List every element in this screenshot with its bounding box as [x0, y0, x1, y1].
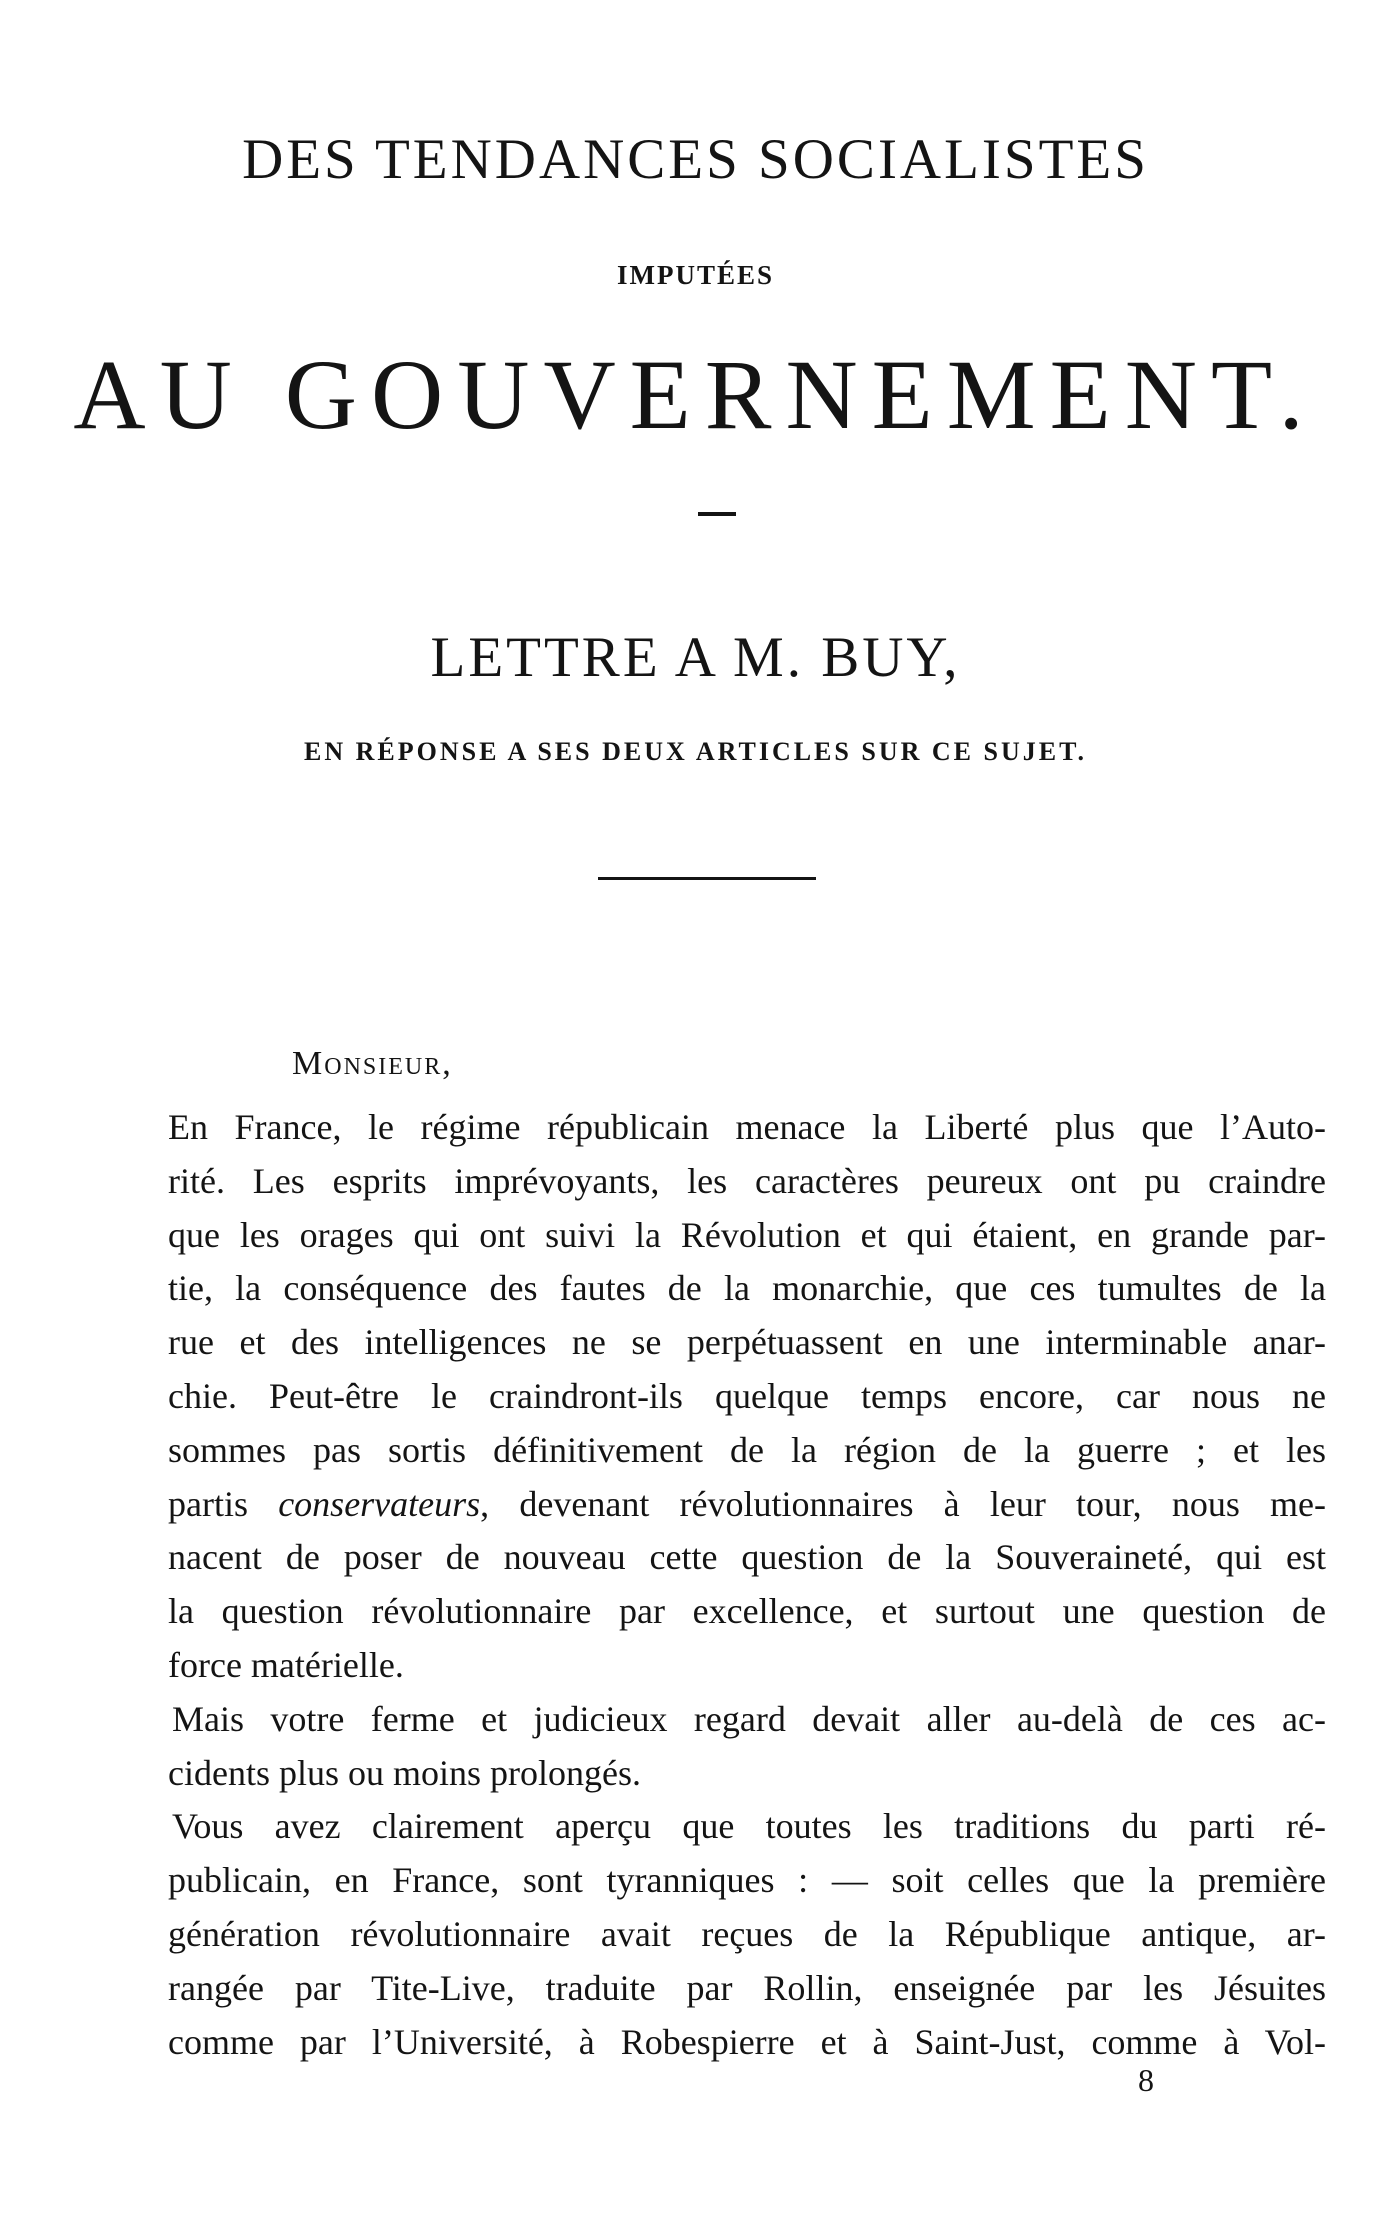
body-line: En France, le régime républicain menace la Liberté plus que l’Auto-: [168, 1107, 1326, 1147]
body-line: publicain, en France, sont tyranniques : — soit celles que la première: [168, 1860, 1326, 1901]
body-line: force matérielle.: [168, 1644, 404, 1685]
body-line: rue et des intelligences ne se perpétuassent en une interminable anar-: [168, 1322, 1326, 1363]
body-line: que les orages qui ont suivi la Révolution et qui étaient, en grande par-: [168, 1214, 1326, 1255]
body-line: tie, la conséquence des fautes de la monarchie, que ces tumultes de la: [168, 1268, 1326, 1309]
body-line: génération révolutionnaire avait reçues de la République antique, ar-: [168, 1913, 1326, 1954]
body-line: Mais votre ferme et judicieux regard devait aller au-delà de ces ac-: [172, 1698, 1326, 1739]
body-line: sommes pas sortis définitivement de la région de la guerre ; et les: [168, 1429, 1326, 1470]
body-line: comme par l’Université, à Robespierre et à Saint-Just, comme à Vol-: [168, 2021, 1326, 2062]
body-line: rangée par Tite-Live, traduite par Rollin, enseignée par les Jésuites: [168, 1967, 1326, 2008]
body-line-part: , devenant révolutionnaires à leur tour, nous me-: [480, 1483, 1327, 1524]
salutation: Monsieur,: [292, 1045, 453, 1082]
body-line: rité. Les esprits imprévoyants, les caractères peureux ont pu craindre: [168, 1160, 1326, 1201]
letter-subtitle: EN RÉPONSE A SES DEUX ARTICLES SUR CE SUJET.: [304, 737, 1087, 766]
section-rule: [598, 877, 816, 880]
body-text: [168, 1101, 1326, 2069]
body-line-part: partis: [168, 1483, 279, 1524]
body-line: chie. Peut-être le craindront-ils quelque temps encore, car nous ne: [168, 1375, 1326, 1416]
letter-title: LETTRE A M. BUY,: [430, 626, 961, 689]
title-line-1: DES TENDANCES SOCIALISTES: [242, 128, 1149, 191]
title-dash: [698, 512, 736, 516]
body-line: nacent de poser de nouveau cette question de la Souveraineté, qui est: [168, 1537, 1326, 1578]
body-line: la question révolutionnaire par excellence, et surtout une question de: [168, 1591, 1326, 1632]
body-line-with-italic: [168, 1478, 1326, 1532]
body-line: Vous avez clairement aperçu que toutes les traditions du parti ré-: [172, 1806, 1326, 1847]
title-line-3: AU GOUVERNEMENT.: [73, 339, 1318, 450]
italic-word: conservateurs: [278, 1483, 481, 1524]
title-line-2: IMPUTÉES: [616, 260, 775, 290]
body-line: cidents plus ou moins prolongés.: [168, 1752, 641, 1793]
page-number: 8: [1138, 2062, 1154, 2098]
